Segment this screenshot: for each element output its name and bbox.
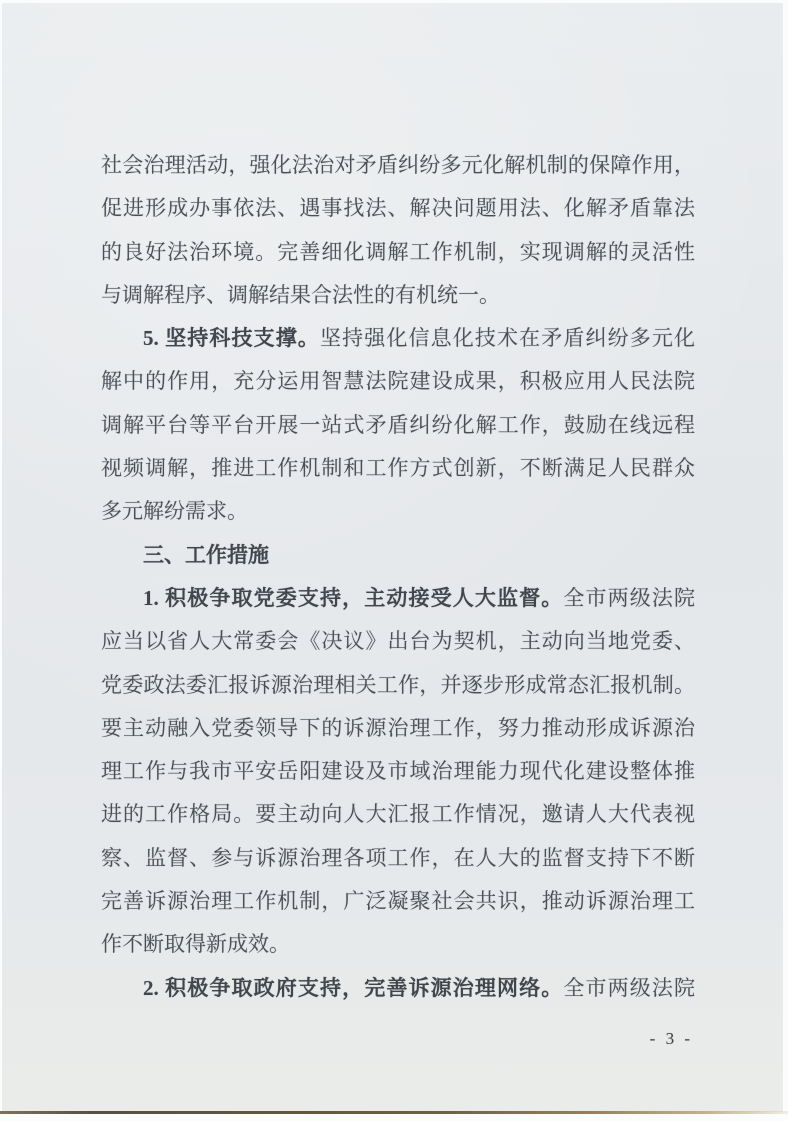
text-run: 察、监督、参与诉源治理各项工作，在人大的监督支持下不断 bbox=[101, 845, 695, 870]
text-line bbox=[101, 317, 695, 360]
text-line bbox=[101, 144, 695, 187]
text-line bbox=[101, 404, 695, 447]
text-run: 促进形成办事依法、遇事找法、解决问题用法、化解矛盾靠法 bbox=[101, 196, 695, 221]
text-run: 全市两级法院 bbox=[563, 975, 695, 1000]
text-line bbox=[101, 490, 695, 533]
section-heading bbox=[101, 534, 695, 577]
text-line bbox=[101, 360, 695, 403]
text-run: 进的工作格局。要主动向人大汇报工作情况，邀请人大代表视 bbox=[101, 802, 695, 827]
text-line bbox=[101, 187, 695, 230]
text-line bbox=[101, 880, 695, 923]
text-run-bold: 三、工作措施 bbox=[143, 542, 269, 567]
text-line bbox=[101, 577, 695, 620]
text-line bbox=[101, 923, 695, 966]
text-line bbox=[101, 793, 695, 836]
text-block bbox=[101, 144, 695, 1010]
text-line bbox=[101, 967, 695, 1010]
text-run: 作不断取得新成效。 bbox=[101, 932, 290, 957]
text-run: 坚持强化信息化技术在矛盾纠纷多元化 bbox=[320, 326, 695, 351]
text-run: 解中的作用，充分运用智慧法院建设成果，积极应用人民法院 bbox=[101, 369, 695, 394]
text-run: 党委政法委汇报诉源治理相关工作，并逐步形成常态汇报机制。 bbox=[101, 672, 695, 697]
paper-bottom-edge bbox=[0, 1111, 788, 1114]
text-run: 调解平台等平台开展一站式矛盾纠纷化解工作，鼓励在线远程 bbox=[101, 412, 695, 437]
text-run: 完善诉源治理工作机制，广泛凝聚社会共识，推动诉源治理工 bbox=[101, 889, 695, 914]
text-run: 应当以省人大常委会《决议》出台为契机，主动向当地党委、 bbox=[101, 629, 695, 654]
text-line bbox=[101, 231, 695, 274]
text-line bbox=[101, 447, 695, 490]
text-run: 全市两级法院 bbox=[563, 585, 695, 610]
text-line bbox=[101, 837, 695, 880]
text-run: 与调解程序、调解结果合法性的有机统一。 bbox=[101, 282, 500, 307]
text-run: 社会治理活动，强化法治对矛盾纠纷多元化解机制的保障作用， bbox=[101, 153, 695, 177]
text-run-bold: 1. 积极争取党委支持，主动接受人大监督。 bbox=[143, 585, 564, 610]
text-line bbox=[101, 664, 695, 707]
text-run: 视频调解，推进工作机制和工作方式创新，不断满足人民群众 bbox=[101, 456, 695, 481]
text-line bbox=[101, 750, 695, 793]
text-line bbox=[101, 707, 695, 750]
text-run-bold: 5. 坚持科技支撑。 bbox=[143, 326, 320, 351]
text-run: 的良好法治环境。完善细化调解工作机制，实现调解的灵活性 bbox=[101, 239, 695, 264]
scanned-page bbox=[2, 3, 783, 1112]
text-run: 要主动融入党委领导下的诉源治理工作，努力推动形成诉源治 bbox=[101, 715, 695, 740]
text-run-bold: 2. 积极争取政府支持，完善诉源治理网络。 bbox=[143, 975, 564, 1000]
text-line bbox=[101, 620, 695, 663]
text-run: 理工作与我市平安岳阳建设及市域治理能力现代化建设整体推 bbox=[101, 759, 695, 784]
text-line bbox=[101, 274, 695, 317]
text-run: 多元解纷需求。 bbox=[101, 499, 248, 524]
page-number: - 3 - bbox=[649, 1029, 693, 1048]
